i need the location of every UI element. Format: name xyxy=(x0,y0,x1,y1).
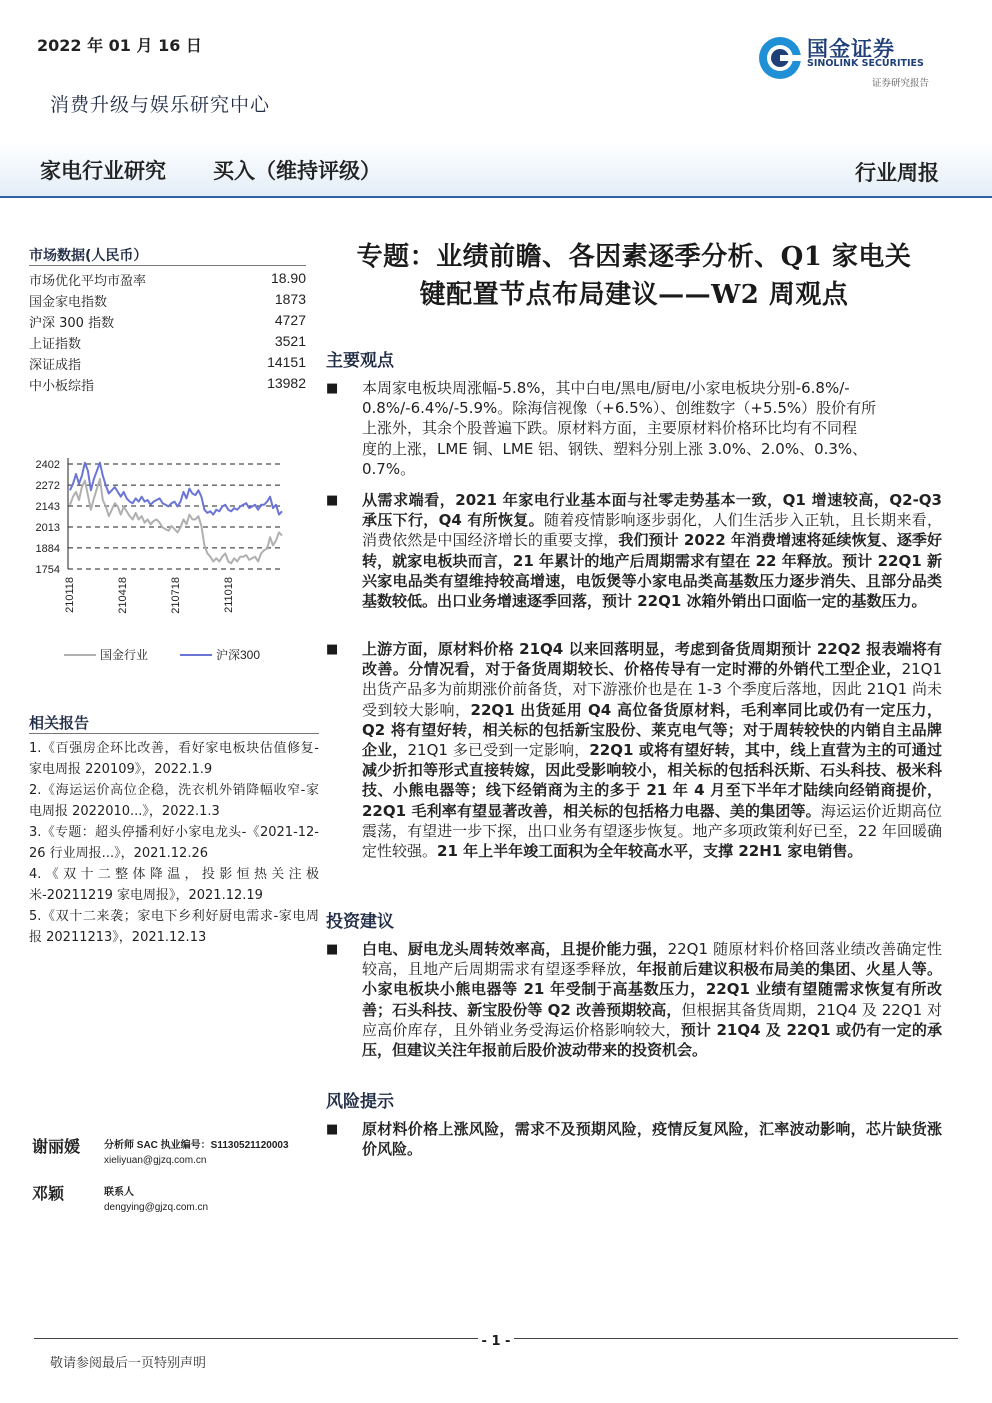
emphasis-text: 白电、厨电龙头周转效率高，且提价能力强， xyxy=(362,940,668,958)
contact-meta xyxy=(104,1185,209,1213)
body-text: 21Q1 出货产品多为前期涨价前备货，对下游涨价也是在 1-3 个季度后落地，因此 21Q1 尚未受到较大影响， xyxy=(362,660,942,719)
legend-label: 沪深300 xyxy=(216,648,261,662)
body-text: 22Q1 随原材料价格回落业绩改善确定性较高，且地产后周期需求有望逐季释放， xyxy=(362,940,942,979)
market-row-value: 1873 xyxy=(274,291,306,307)
market-row-label: 上证指数 xyxy=(29,337,82,352)
analyst-email[interactable]: xieliyuan@gjzq.com.cn xyxy=(104,1155,207,1166)
company-logo xyxy=(757,31,947,91)
market-row xyxy=(29,291,306,312)
paragraph-investment xyxy=(362,939,942,1060)
market-row-value: 4727 xyxy=(274,312,306,328)
emphasis-text: 预计 21Q4 及 22Q1 或仍有一定的承压，但建议关注年报前后股价波动带来的投资机会。 xyxy=(362,1020,943,1060)
logo-english-name: SINOLINK SECURITIES xyxy=(807,58,924,69)
paragraph-risk: 原材料价格上涨风险，需求不及预期风险，疫情反复风险，汇率波动影响，芯片缺货涨价风险。 xyxy=(362,1120,942,1159)
report-title-line: 专题：业绩前瞻、各因素逐季分析、Q1 家电关 xyxy=(356,242,912,272)
market-data-title: 市场数据(人民币） xyxy=(29,248,148,264)
report-title xyxy=(326,238,942,314)
paragraph-line: 度的上涨，LME 铜、LME 铝、钢铁、塑料分别上涨 3.0%、2.0%、0.3%、 xyxy=(362,439,868,458)
report-date: 2022 年 01 月 16 日 xyxy=(37,36,202,55)
market-row-label: 中小板综指 xyxy=(29,379,95,394)
related-report-item[interactable]: 3.《专题：超头停播利好小家电龙头-《2021-12-26 行业周报...》，2021.12.26 xyxy=(29,825,319,861)
market-row xyxy=(29,354,306,375)
research-center-name: 消费升级与娱乐研究中心 xyxy=(50,94,271,116)
chart-y-ticks xyxy=(36,459,60,576)
y-tick-label: 1884 xyxy=(35,542,60,555)
related-report-item[interactable]: 2.《海运运价高位企稳，洗衣机外销降幅收窄-家电周报 2022010...》，2022.1.3 xyxy=(29,783,319,819)
market-row-value: 14151 xyxy=(267,354,306,370)
chart-legend xyxy=(64,647,260,662)
market-row xyxy=(29,375,306,396)
report-title-line: 键配置节点布局建议——W2 周观点 xyxy=(419,280,849,310)
rating-label: 买入（维持评级） xyxy=(213,159,381,183)
market-row-label: 国金家电指数 xyxy=(29,295,108,310)
market-row-value: 18.90 xyxy=(270,270,306,286)
body-text: 21Q1 多已受到一定影响， xyxy=(407,741,590,760)
index-line-chart xyxy=(26,444,296,674)
chart-x-ticks xyxy=(64,577,235,614)
market-row-label: 市场优化平均市盈率 xyxy=(29,274,147,289)
market-row-value: 13982 xyxy=(267,375,306,391)
emphasis-text: 22Q1 出货延用 Q4 高位备货原材料，毛利率同比或仍有一定压力，Q2 将有望好转，相关标的包括新宝股份、莱克电气等；对于周转较快的内销自主品牌企业， xyxy=(362,700,942,760)
related-reports-rule xyxy=(29,733,319,734)
emphasis-text: 21 年上半年竣工面积为全年较高水平，支撑 22H1 家电销售。 xyxy=(437,842,863,861)
bullet-icon: ■ xyxy=(326,381,339,396)
body-text: 但根据其备货周期，21Q4 及 22Q1 对应高价库存，且外销业务受海运价格影响较大， xyxy=(362,1000,942,1039)
logo-mark-icon xyxy=(757,35,803,81)
emphasis-text: 上游方面，原材料价格 21Q4 以来回落明显，考虑到备货周期预计 22Q2 报表端将有改善。分情况看，对于备货周期较长、价格传导有一定时滞的外销代工型企业， xyxy=(362,640,942,679)
x-tick-label: 210418 xyxy=(117,577,129,614)
x-tick-label: 210118 xyxy=(64,577,76,613)
market-row xyxy=(29,333,306,354)
contact-name: 邓颖 xyxy=(32,1184,65,1203)
logo-chinese-name: 国金证券 xyxy=(807,37,895,61)
body-text: 随着疫情影响逐步弱化，人们生活步入正轨，且长期来看，消费依然是中国经济增长的重要支撑， xyxy=(362,511,942,550)
x-tick-label: 210718 xyxy=(170,577,182,614)
market-row-value: 3521 xyxy=(274,333,306,349)
logo-subtitle: 证券研究报告 xyxy=(872,78,930,89)
paragraph-upstream xyxy=(362,639,942,861)
page-number: - 1 - xyxy=(478,1334,514,1349)
market-row-label: 深证成指 xyxy=(29,358,82,373)
paragraph-demand xyxy=(362,490,942,611)
chart-grid xyxy=(68,458,284,569)
emphasis-text: 年报前后建议积极布局美的集团、火星人等。小家电板块小熊电器等 21 年受制于高基数压力，22Q1 业绩有望随需求恢复有所改善；石头科技、新宝股份等 Q2 改善预期较高， xyxy=(362,960,942,1019)
section-title-risk: 风险提示 xyxy=(326,1092,394,1112)
footer-disclaimer[interactable]: 敬请参阅最后一页特别声明 xyxy=(50,1356,207,1371)
y-tick-label: 2143 xyxy=(35,500,60,513)
paragraph-line: 上涨外，其余个股普遍下跌。原材料方面，主要原材料价格环比均有不同程 xyxy=(362,419,858,438)
y-tick-label: 2402 xyxy=(35,459,60,471)
emphasis-text: 从需求端看，2021 年家电行业基本面与社零走势基本一致，Q1 增速较高，Q2-Q3 承压下行，Q4 有所恢复。 xyxy=(362,491,942,530)
x-tick-label: 211018 xyxy=(223,577,235,613)
emphasis-text: 22Q1 或将有望好转，其中，线上直营为主的可通过减少折扣等形式直接转嫁，因此受影响较小，相关标的包括科沃斯、石头科技、极米科技、小熊电器等；线下经销商为主的多于 21 年 4 月至下半年才陆续向经销商提价，22Q1 毛利率有望显著改善，相关标的包括格力电器、美的集团等。 xyxy=(362,741,942,820)
market-data-rule xyxy=(29,265,306,266)
related-report-item[interactable]: 5.《双十二来袭；家电下乡利好厨电需求-家电周报 20211213》，2021.12.13 xyxy=(29,909,319,945)
paragraph-market-review xyxy=(362,378,942,479)
report-type: 行业周报 xyxy=(855,160,939,185)
market-row xyxy=(29,312,306,333)
related-report-item[interactable]: 4.《双十二整体降温，投影恒热关注极米-20211219 家电周报》，2021.12.19 xyxy=(29,867,319,903)
bullet-icon: ■ xyxy=(326,1122,339,1137)
y-tick-label: 2013 xyxy=(35,522,60,535)
related-reports-title: 相关报告 xyxy=(29,714,90,732)
emphasis-text: 我们预计 2022 年消费增速将延续恢复、逐季好转，就家电板块而言，21 年累计的地产后周期需求有望在 22 年释放。预计 22Q1 新兴家电品类有望维持较高增速，电饭煲等小家电品类高基数压力逐步消失、且部分品类基数较低。出口业务增速逐季回落，预计 22Q1 冰箱外销出口面临一定的基数压力。 xyxy=(362,531,942,611)
analyst-meta xyxy=(104,1138,289,1168)
contact-email[interactable]: dengying@gjzq.com.cn xyxy=(104,1202,209,1213)
paragraph-line: 0.8%/-6.4%/-5.9%。除海信视像（+6.5%）、创维数字（+5.5%）股价有所 xyxy=(362,399,877,418)
legend-label: 国金行业 xyxy=(100,648,149,662)
y-tick-label: 1754 xyxy=(35,564,60,576)
related-report-item[interactable]: 1.《百强房企环比改善，看好家电板块估值修复-家电周报 220109》，2022.1.9 xyxy=(29,741,319,777)
analyst-sac-id: 分析师 SAC 执业编号：S1130521120003 xyxy=(104,1140,289,1151)
header-divider xyxy=(0,196,992,198)
series-line xyxy=(70,479,282,563)
analyst-name: 谢丽媛 xyxy=(32,1137,81,1156)
paragraph-line: 本周家电板块周涨幅-5.8%，其中白电/黑电/厨电/小家电板块分别-6.8%/- xyxy=(362,379,850,397)
contact-role: 联系人 xyxy=(104,1187,134,1198)
section-title-views: 主要观点 xyxy=(326,351,394,371)
y-tick-label: 2272 xyxy=(35,480,60,493)
body-text: 海运运价近期高位震荡，有望进一步下探，出口业务有望逐步恢复。地产多项政策利好已至，22 年回暖确定性较强。 xyxy=(362,801,942,861)
bullet-icon: ■ xyxy=(326,493,339,508)
bullet-icon: ■ xyxy=(326,642,339,657)
bullet-icon: ■ xyxy=(326,942,339,957)
market-row-label: 沪深 300 指数 xyxy=(29,316,115,331)
industry-title: 家电行业研究 xyxy=(40,159,166,183)
paragraph-line: 0.7%。 xyxy=(362,459,416,478)
section-title-invest: 投资建议 xyxy=(326,912,394,932)
market-row xyxy=(29,270,306,291)
